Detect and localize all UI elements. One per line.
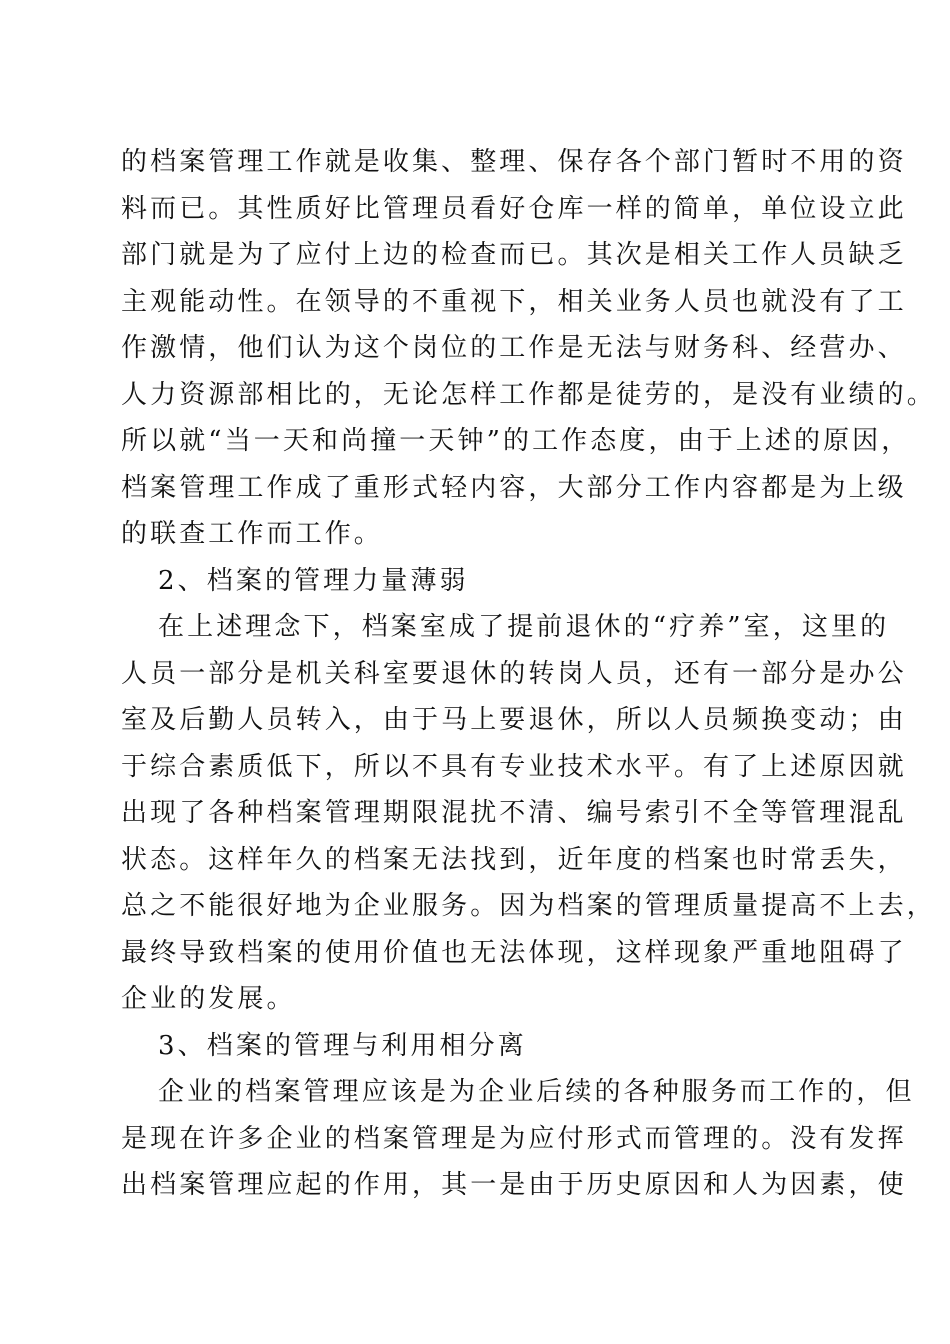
text-line: 企业的发展。 (121, 984, 296, 1014)
text-line: 企业的档案管理应该是为企业后续的各种服务而工作的，但 (158, 1077, 915, 1107)
text-line: 室及后勤人员转入，由于马上要退休，所以人员频换变动；由 (121, 705, 907, 735)
text-line: 人员一部分是机关科室要退休的转岗人员，还有一部分是办公 (121, 659, 907, 689)
text-line: 作激情，他们认为这个岗位的工作是无法与财务科、经营办、 (121, 333, 907, 363)
text-line: 总之不能很好地为企业服务。因为档案的管理质量提高不上去， (121, 891, 936, 921)
section-heading: 3、档案的管理与利用相分离 (158, 1031, 527, 1061)
text-line: 主观能动性。在领导的不重视下，相关业务人员也就没有了工 (121, 287, 907, 317)
text-line: 最终导致档案的使用价值也无法体现，这样现象严重地阻碍了 (121, 938, 907, 968)
text-line: 部门就是为了应付上边的检查而已。其次是相关工作人员缺乏 (121, 240, 907, 270)
text-line: 的联查工作而工作。 (121, 519, 383, 549)
text-line: 出档案管理应起的作用，其一是由于历史原因和人为因素，使 (121, 1170, 907, 1200)
text-line: 档案管理工作成了重形式轻内容，大部分工作内容都是为上级 (121, 473, 907, 503)
text-line: 在上述理念下，档案室成了提前退休的“疗养”室，这里的 (158, 612, 890, 642)
text-line: 人力资源部相比的，无论怎样工作都是徒劳的，是没有业绩的。 (121, 380, 936, 410)
text-line: 是现在许多企业的档案管理是为应付形式而管理的。没有发挥 (121, 1124, 907, 1154)
section-heading: 2、档案的管理力量薄弱 (158, 566, 469, 596)
text-line: 所以就“当一天和尚撞一天钟”的工作态度，由于上述的原因， (121, 426, 911, 456)
text-line: 料而已。其性质好比管理员看好仓库一样的简单，单位设立此 (121, 194, 907, 224)
text-line: 于综合素质低下，所以不具有专业技术水平。有了上述原因就 (121, 752, 907, 782)
text-line: 状态。这样年久的档案无法找到，近年度的档案也时常丢失， (121, 845, 907, 875)
text-line: 出现了各种档案管理期限混扰不清、编号索引不全等管理混乱 (121, 798, 907, 828)
text-line: 的档案管理工作就是收集、整理、保存各个部门暂时不用的资 (121, 147, 907, 177)
